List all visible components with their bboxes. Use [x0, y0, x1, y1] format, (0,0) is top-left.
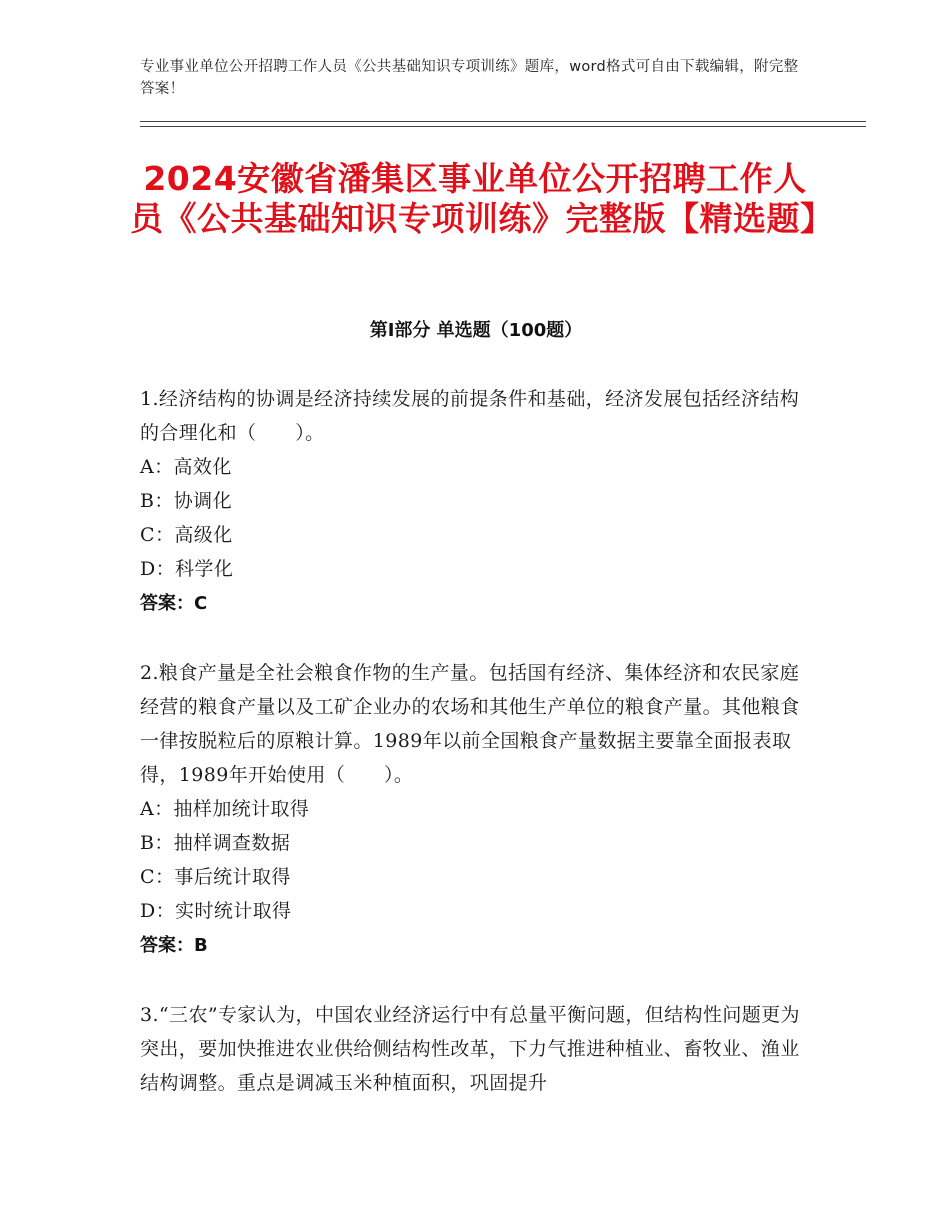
section-heading: 第Ⅰ部分 单选题（100题）: [369, 320, 583, 341]
answer-label: 答案：B: [140, 935, 208, 956]
question-stem: 3.“三农”专家认为，中国农业经济运行中有总量平衡问题，但结构性问题更为突出，要加快推进农业供给侧结构性改革，下力气推进种植业、畜牧业、渔业结构调整。重点是调减玉米种植面积，巩固提升: [140, 1004, 800, 1094]
option-a: A：抽样加统计取得: [140, 798, 310, 820]
option-d: D：科学化: [140, 558, 234, 580]
option-b: B：协调化: [140, 490, 232, 512]
option-d: D：实时统计取得: [140, 900, 292, 922]
option-c: C：事后统计取得: [140, 866, 291, 888]
question-stem: 1.经济结构的协调是经济持续发展的前提条件和基础，经济发展包括经济结构的合理化和（ ）。: [140, 388, 800, 444]
question-1: [140, 382, 800, 622]
question-list: [140, 382, 800, 1134]
document-title: 2024安徽省潘集区事业单位公开招聘工作人员《公共基础知识专项训练》完整版【精选题】: [130, 159, 834, 238]
header-divider-bottom: [140, 126, 866, 127]
question-2: [140, 656, 800, 964]
option-c: C：高级化: [140, 524, 233, 546]
header-divider-top: [140, 121, 866, 122]
option-b: B：抽样调查数据: [140, 832, 291, 854]
question-stem: 2.粮食产量是全社会粮食作物的生产量。包括国有经济、集体经济和农民家庭经营的粮食产量以及工矿企业办的农场和其他生产单位的粮食产量。其他粮食一律按脱粒后的原粮计算。1989年以前全国粮食产量数据主要靠全面报表取得，1989年开始使用（ ）。: [140, 662, 800, 786]
header-note: 专业事业单位公开招聘工作人员《公共基础知识专项训练》题库，word格式可自由下载编辑，附完整答案！: [140, 59, 799, 97]
question-3: [140, 998, 800, 1100]
option-a: A：高效化: [140, 456, 232, 478]
answer-label: 答案：C: [140, 593, 208, 614]
